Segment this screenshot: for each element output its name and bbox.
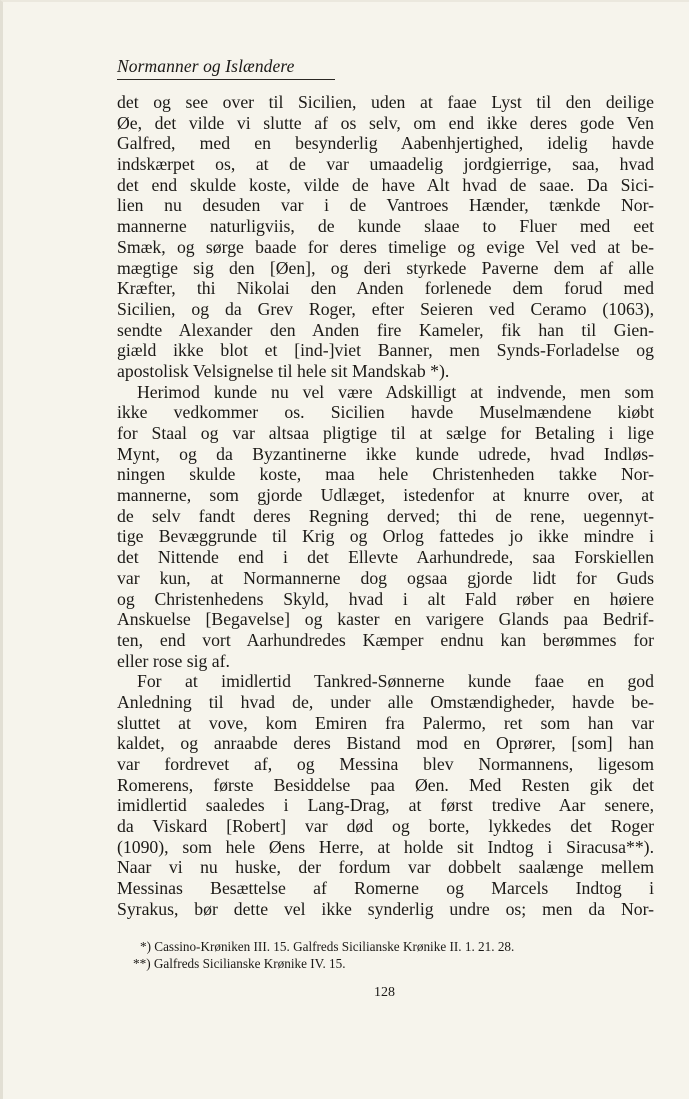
text-line: var fordrevet af, og Messina blev Normannens, ligesom [117,754,654,774]
text-line: ten, end vort Aarhundredes Kæmper endnu kan berømmes for [117,629,654,650]
text-line: Galfred, med en besynderlig Aabenhjertighed, idelig havde [117,133,654,154]
text-line: giæld ikke blot et [ind-]viet Banner, men Synds-Forladelse og [117,340,654,361]
text-line: mannerne naturligviis, de kunde slaae to Fluer med eet [117,216,654,237]
text-line: de selv fandt deres Regning derved; thi de rene, uegennyt- [117,505,654,526]
text-line: Romerens, første Besiddelse paa Øen. Med Resten gik det [117,774,654,795]
text-line: det end skulde koste, vilde de have Alt hvad de saae. Da Sici- [117,174,654,195]
text-line: Kræfter, thi Nikolai den Anden forlenede dem forud med [117,278,654,299]
text-line: lien nu desuden var i de Vantroes Hænder, tænkde Nor- [117,195,654,216]
text-line: Naar vi nu huske, der fordum var dobbelt saalænge mellem [117,857,654,878]
text-line: imidlertid saaledes i Lang-Drag, at først tredive Aar senere, [117,795,654,816]
running-title: Normanner og Islændere [117,56,295,76]
text-line: var kun, at Normannerne dog ogsaa gjorde lidt for Guds [117,567,654,588]
text-line: Syrakus, bør dette vel ikke synderlig undre os; men da Nor- [117,898,654,919]
footnote: *) Cassino-Krøniken III. 15. Galfreds Sicilianske Krønike II. 1. 21. 28. [140,939,515,954]
text-line: Øe, det vilde vi slutte af os selv, om end ikke deres gode Ven [117,112,654,133]
text-line: tige Bevæggrunde til Krig og Orlog fattedes jo ikke mindre i [117,526,654,547]
text-line: ikke vedkommer os. Sicilien havde Muselmændene kiøbt [117,402,654,423]
page-number: 128 [374,985,395,1000]
body-text [117,92,654,920]
text-line: mægtige sig den [Øen], og deri styrkede Paverne dem af alle [117,257,654,278]
text-line: Anskuelse [Begavelse] og kaster en varigere Glands paa Bedrif- [117,609,654,630]
text-line: det Nittende end i det Ellevte Aarhundrede, saa Forskiellen [117,547,654,568]
paragraph-start-line: Herimod kunde nu vel være Adskilligt at indvende, men som [137,381,654,402]
text-line: Messinas Besættelse af Romerne og Marcels Indtog i [117,878,654,899]
text-line: mannerne, som gjorde Udlæget, istedenfor at knurre over, at [117,485,654,506]
header-rule [117,79,335,80]
text-line: Mynt, og da Byzantinerne ikke kunde udrede, hvad Indløs- [117,443,654,464]
footnotes [133,938,654,972]
text-line: eller rose sig af. [117,650,230,671]
paragraph-start-line: For at imidlertid Tankred-Sønnerne kunde faae en god [137,671,654,692]
text-line: Smæk, og sørge baade for deres timelige og evige Vel ved at be- [117,236,654,257]
text-line: og Christenhedens Skyld, hvad i alt Fald røber en høiere [117,588,654,609]
text-line: kaldet, og anraabde deres Bistand mod en Oprører, [som] han [117,733,654,754]
text-line: ningen skulde koste, maa hele Christenheden takke Nor- [117,464,654,485]
footnote: **) Galfreds Sicilianske Krønike IV. 15. [133,956,346,971]
text-line: indskærpet os, at de var umaadelig jordgierrige, saa, hvad [117,154,654,175]
text-line: sluttet at vove, kom Emiren fra Palermo, ret som han var [117,712,654,733]
text-line: sendte Alexander den Anden fire Kameler, fik han til Gien- [117,319,654,340]
text-line: (1090), som hele Øens Herre, at holde sit Indtog i Siracusa**). [117,836,654,857]
text-line: det og see over til Sicilien, uden at faae Lyst til den deilige [117,92,654,112]
text-line: Anledning til hvad de, under alle Omstændigheder, havde be- [117,691,654,712]
text-line: da Viskard [Robert] var død og borte, lykkedes det Roger [117,816,654,837]
text-line: apostolisk Velsignelse til hele sit Mandskab *). [117,360,450,381]
text-line: for Staal og var altsaa pligtige til at sælge for Betaling i lige [117,423,654,443]
text-line: Sicilien, og da Grev Roger, efter Seieren ved Ceramo (1063), [117,298,654,319]
